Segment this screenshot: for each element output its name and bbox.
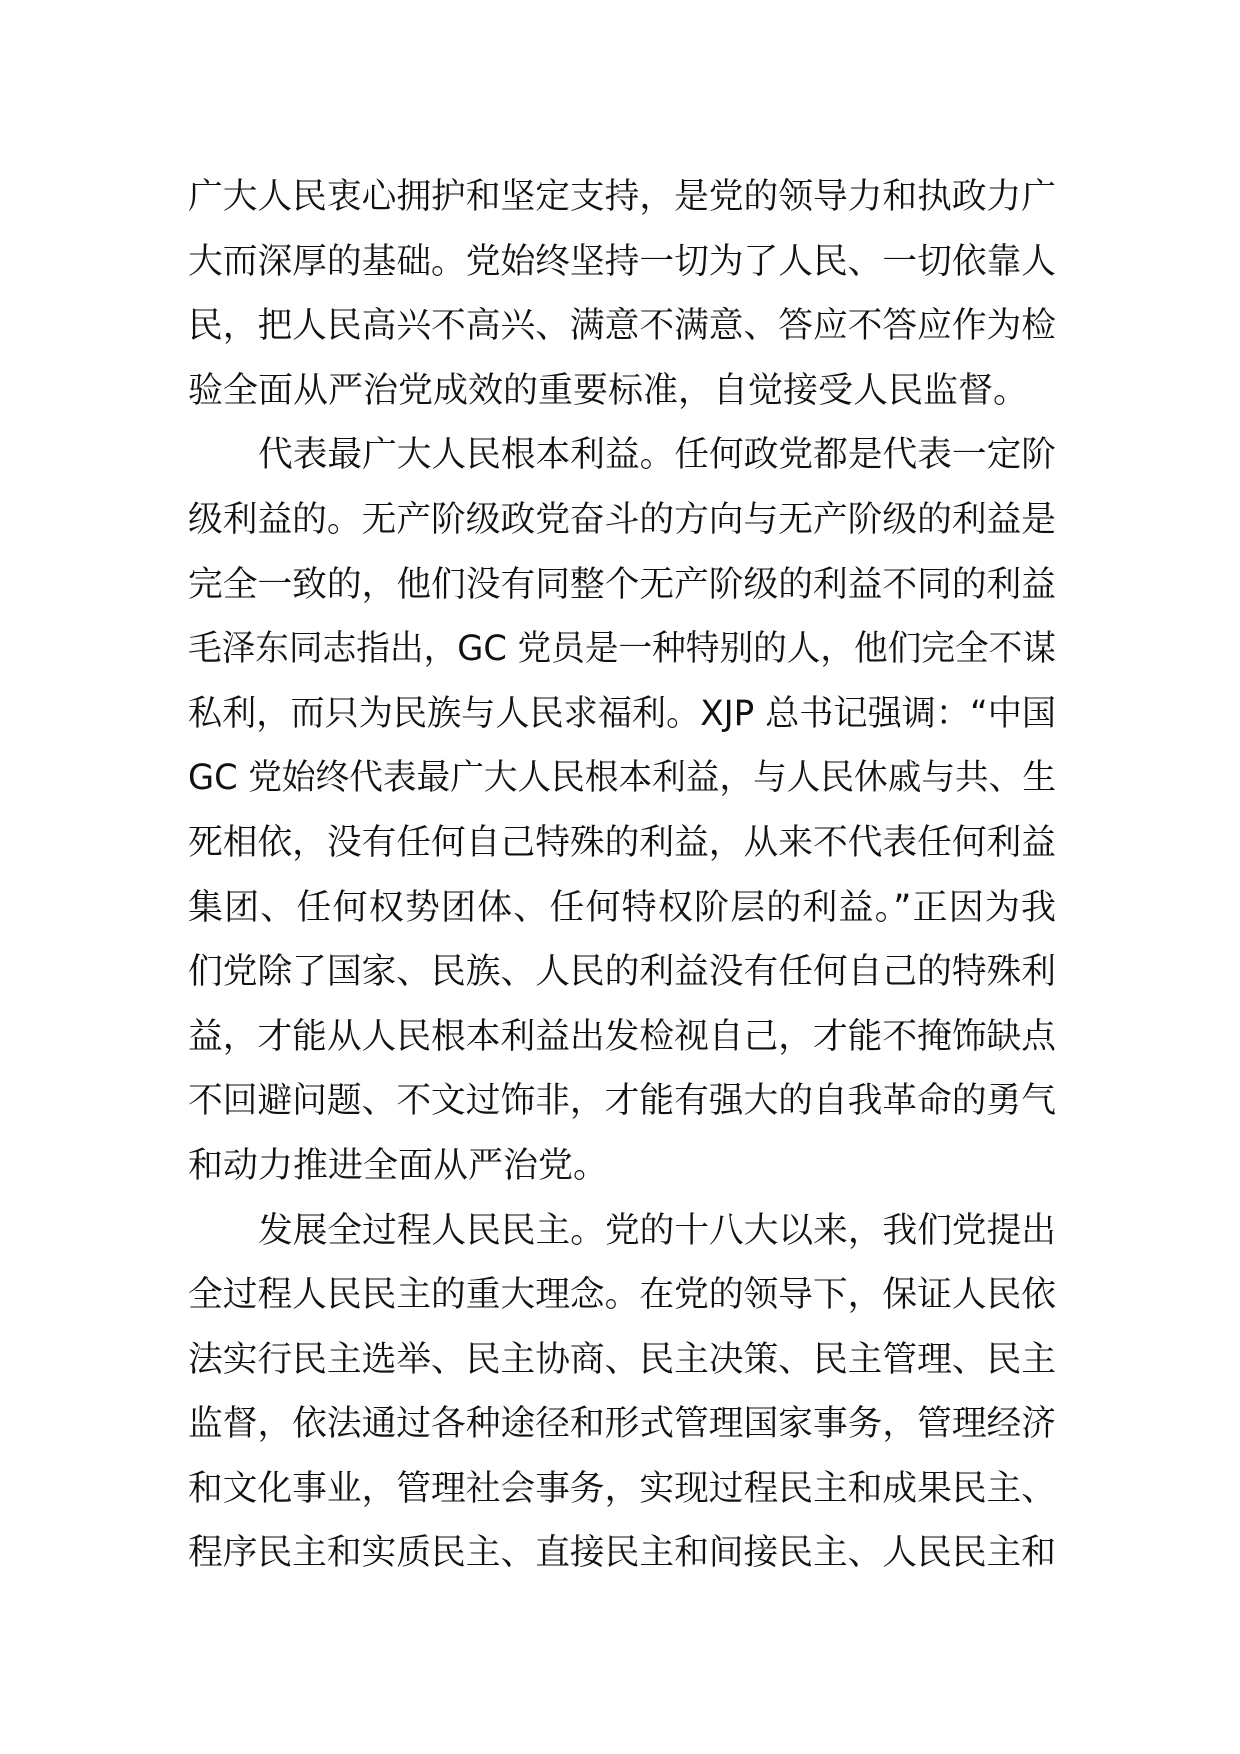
text-line: 私利，而只为民族与人民求福利。XJP 总书记强调：“中国 [188,693,1056,734]
text-line: 民，把人民高兴不高兴、满意不满意、答应不答应作为检 [188,306,1056,347]
text-line: 验全面从严治党成效的重要标准，自觉接受人民监督。 [188,370,1029,411]
text-line: 大而深厚的基础。党始终坚持一切为了人民、一切依靠人 [188,241,1056,282]
body-text [188,165,1056,1586]
text-line: 集团、任何权势团体、任何特权阶层的利益。”正因为我 [188,887,1058,928]
text-line: 毛泽东同志指出，GC 党员是一种特别的人，他们完全不谋 [188,629,1056,670]
text-line: 死相依，没有任何自己特殊的利益，从来不代表任何利益 [188,822,1056,863]
paragraph-heading-line: 代表最广大人民根本利益。任何政党都是代表一定阶 [258,435,1056,476]
text-line: 程序民主和实质民主、直接民主和间接民主、人民民主和 [188,1533,1056,1574]
text-line: 们党除了国家、民族、人民的利益没有任何自己的特殊利 [188,952,1056,993]
text-line: 不回避问题、不文过饰非，才能有强大的自我革命的勇气 [188,1081,1056,1122]
text-line: GC 党始终代表最广大人民根本利益，与人民休戚与共、生 [188,758,1056,799]
text-line: 全过程人民民主的重大理念。在党的领导下，保证人民依 [188,1275,1056,1316]
text-line: 和文化事业，管理社会事务，实现过程民主和成果民主、 [188,1468,1056,1509]
text-line: 法实行民主选举、民主协商、民主决策、民主管理、民主 [188,1339,1056,1380]
text-line: 监督，依法通过各种途径和形式管理国家事务，管理经济 [188,1404,1056,1445]
text-line: 广大人民衷心拥护和坚定支持，是党的领导力和执政力广 [188,177,1056,217]
text-line: 完全一致的，他们没有同整个无产阶级的利益不同的利益 [188,564,1056,605]
paragraph-heading-line: 发展全过程人民民主。党的十八大以来，我们党提出 [258,1210,1056,1251]
text-line: 益，才能从人民根本利益出发检视自己，才能不掩饰缺点 [188,1016,1056,1057]
text-line: 级利益的。无产阶级政党奋斗的方向与无产阶级的利益是 [188,499,1056,540]
text-line: 和动力推进全面从严治党。 [188,1145,609,1186]
